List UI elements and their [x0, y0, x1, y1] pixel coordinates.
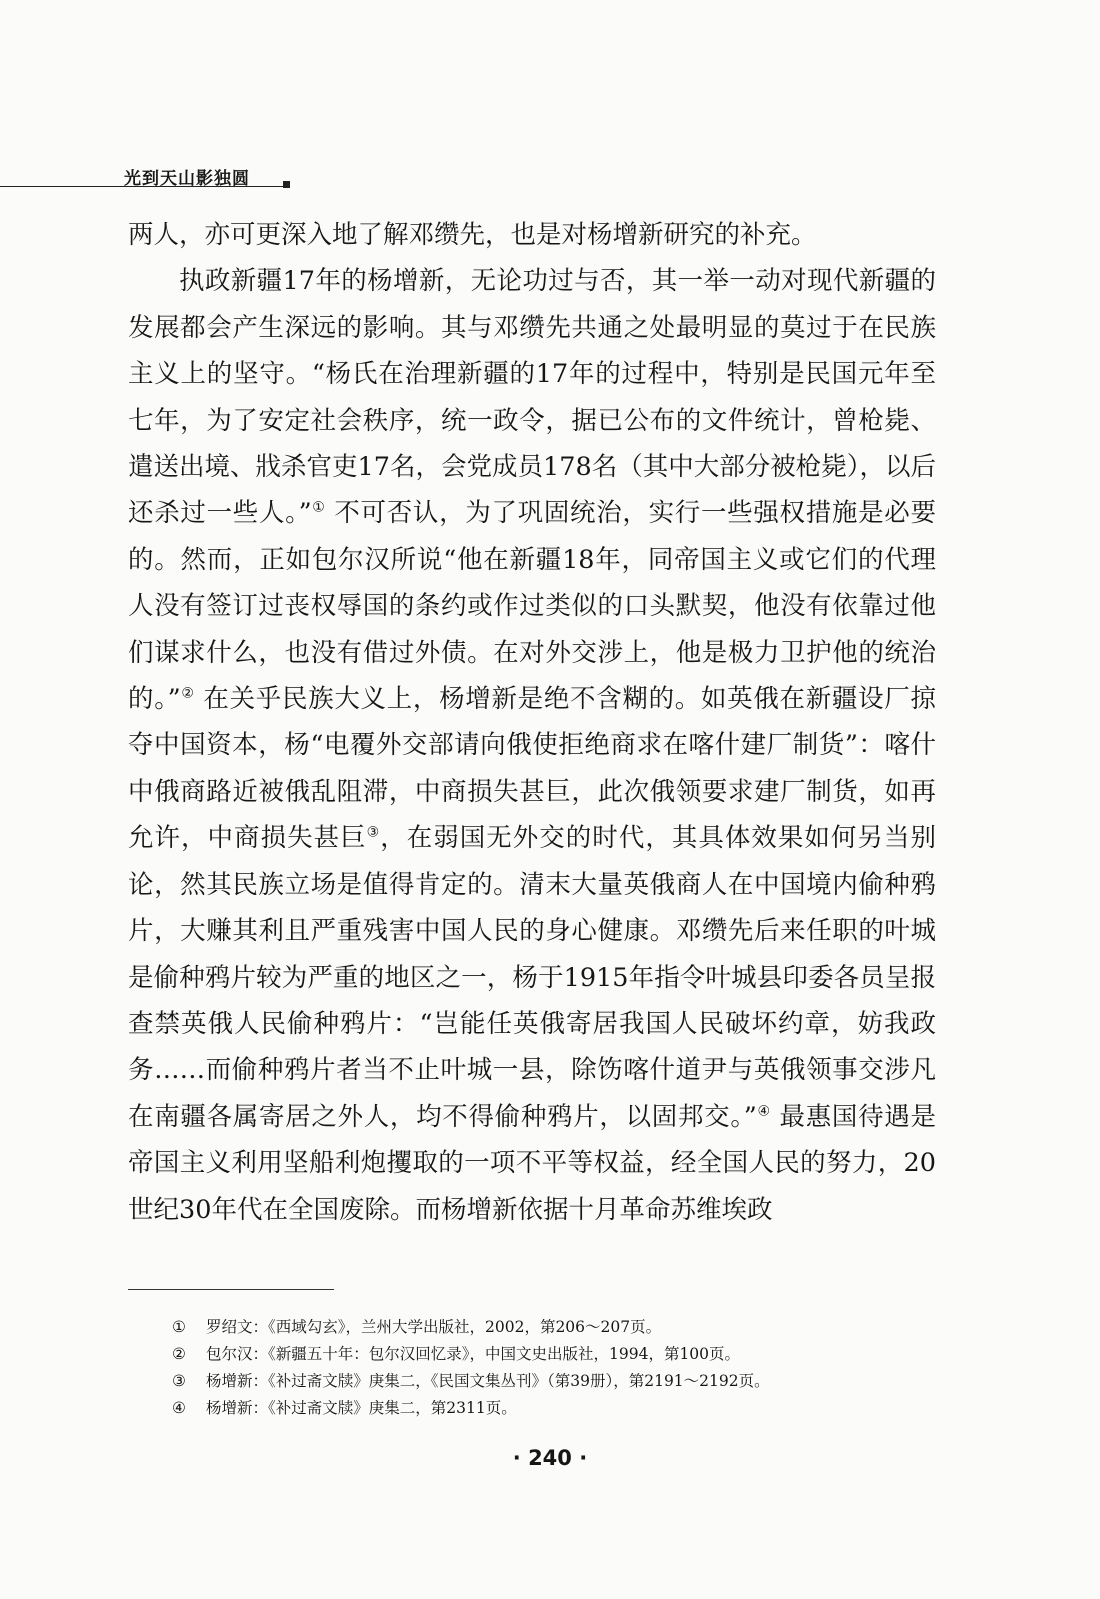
paragraph-2-segment: 在关乎民族大义上，杨增新是绝不含糊的。如英俄在新疆设厂掠夺中国资本，杨“电覆外交部请向俄使拒绝商求在喀什建厂制货”：喀什中俄商路近被俄乱阻滞，中商损失甚巨，此次俄领要求建厂制货，如再允许，中商损失甚巨 [128, 684, 936, 854]
header-rule [0, 186, 284, 187]
footnote-text: 包尔汉：《新疆五十年：包尔汉回忆录》，中国文史出版社，1994，第100页。 [206, 1345, 741, 1363]
paragraph-2-segment: 不可否认，为了巩固统治，实行一些强权措施是必要的。然而，正如包尔汉所说“他在新疆18年，同帝国主义或它们的代理人没有签订过丧权辱国的条约或作过类似的口头默契，他没有依靠过他们谋求什么，也没有借过外债。在对外交涉上，他是极力卫护他的统治的。” [128, 498, 936, 715]
body-text [128, 212, 936, 1233]
footnote-separator [128, 1289, 334, 1290]
footnote-1 [172, 1314, 972, 1341]
paragraph-2 [128, 258, 936, 1233]
page-number: · 240 · [512, 1446, 588, 1470]
header-square-mark [283, 181, 290, 188]
paragraph-2-segment: ，在弱国无外交的时代，其具体效果如何另当别论，然其民族立场是值得肯定的。清末大量英俄商人在中国境内偷种鸦片，大赚其利且严重残害中国人民的身心健康。邓缵先后来任职的叶城是偷种鸦片较为严重的地区之一，杨于1915年指令叶城县印委各员呈报查禁英俄人民偷种鸦片：“岂能任英俄寄居我国人民破坏约章，妨我政务……而偷种鸦片者当不止叶城一县，除饬喀什道尹与英俄领事交涉凡在南疆各属寄居之外人，均不得偷种鸦片，以固邦交。” [128, 823, 936, 1132]
paragraph-1: 两人，亦可更深入地了解邓缵先，也是对杨增新研究的补充。 [128, 220, 817, 250]
footnote-3 [172, 1368, 972, 1395]
footnote-text: 杨增新：《补过斋文牍》庚集二，《民国文集丛刊》（第39册），第2191～2192页。 [206, 1372, 770, 1390]
paragraph-2-segment: 执政新疆17年的杨增新，无论功过与否，其一举一动对现代新疆的发展都会产生深远的影响。其与邓缵先共通之处最明显的莫过于在民族主义上的坚守。“杨氏在治理新疆的17年的过程中，特别是民国元年至七年，为了安定社会秩序，统一政令，据已公布的文件统计，曾枪毙、遣送出境、戕杀官吏17名，会党成员178名（其中大部分被枪毙），以后还杀过一些人。” [128, 266, 936, 529]
footnote-mark: ② [172, 1345, 186, 1363]
footnote-mark: ① [172, 1318, 186, 1336]
footnote-text: 罗绍文：《西域勾玄》，兰州大学出版社，2002，第206～207页。 [206, 1318, 662, 1336]
footnote-ref-4: ④ [756, 1103, 771, 1120]
footnote-ref-2: ② [180, 685, 195, 702]
running-header [0, 158, 300, 192]
footnote-mark: ④ [172, 1399, 186, 1417]
footnote-mark: ③ [172, 1372, 186, 1390]
paragraph-2-segment: 最惠国待遇是帝国主义利用坚船利炮攫取的一项不平等权益，经全国人民的努力，20世纪30年代在全国废除。而杨增新依据十月革命苏维埃政 [128, 1101, 936, 1225]
footnote-2 [172, 1341, 972, 1368]
footnotes [172, 1314, 972, 1422]
running-header-title: 光到天山影独圆 [124, 169, 250, 189]
footnote-ref-3: ③ [366, 824, 381, 841]
footnote-ref-1: ① [311, 499, 326, 516]
footnote-text: 杨增新：《补过斋文牍》庚集二，第2311页。 [206, 1399, 517, 1417]
footnote-4 [172, 1395, 972, 1422]
